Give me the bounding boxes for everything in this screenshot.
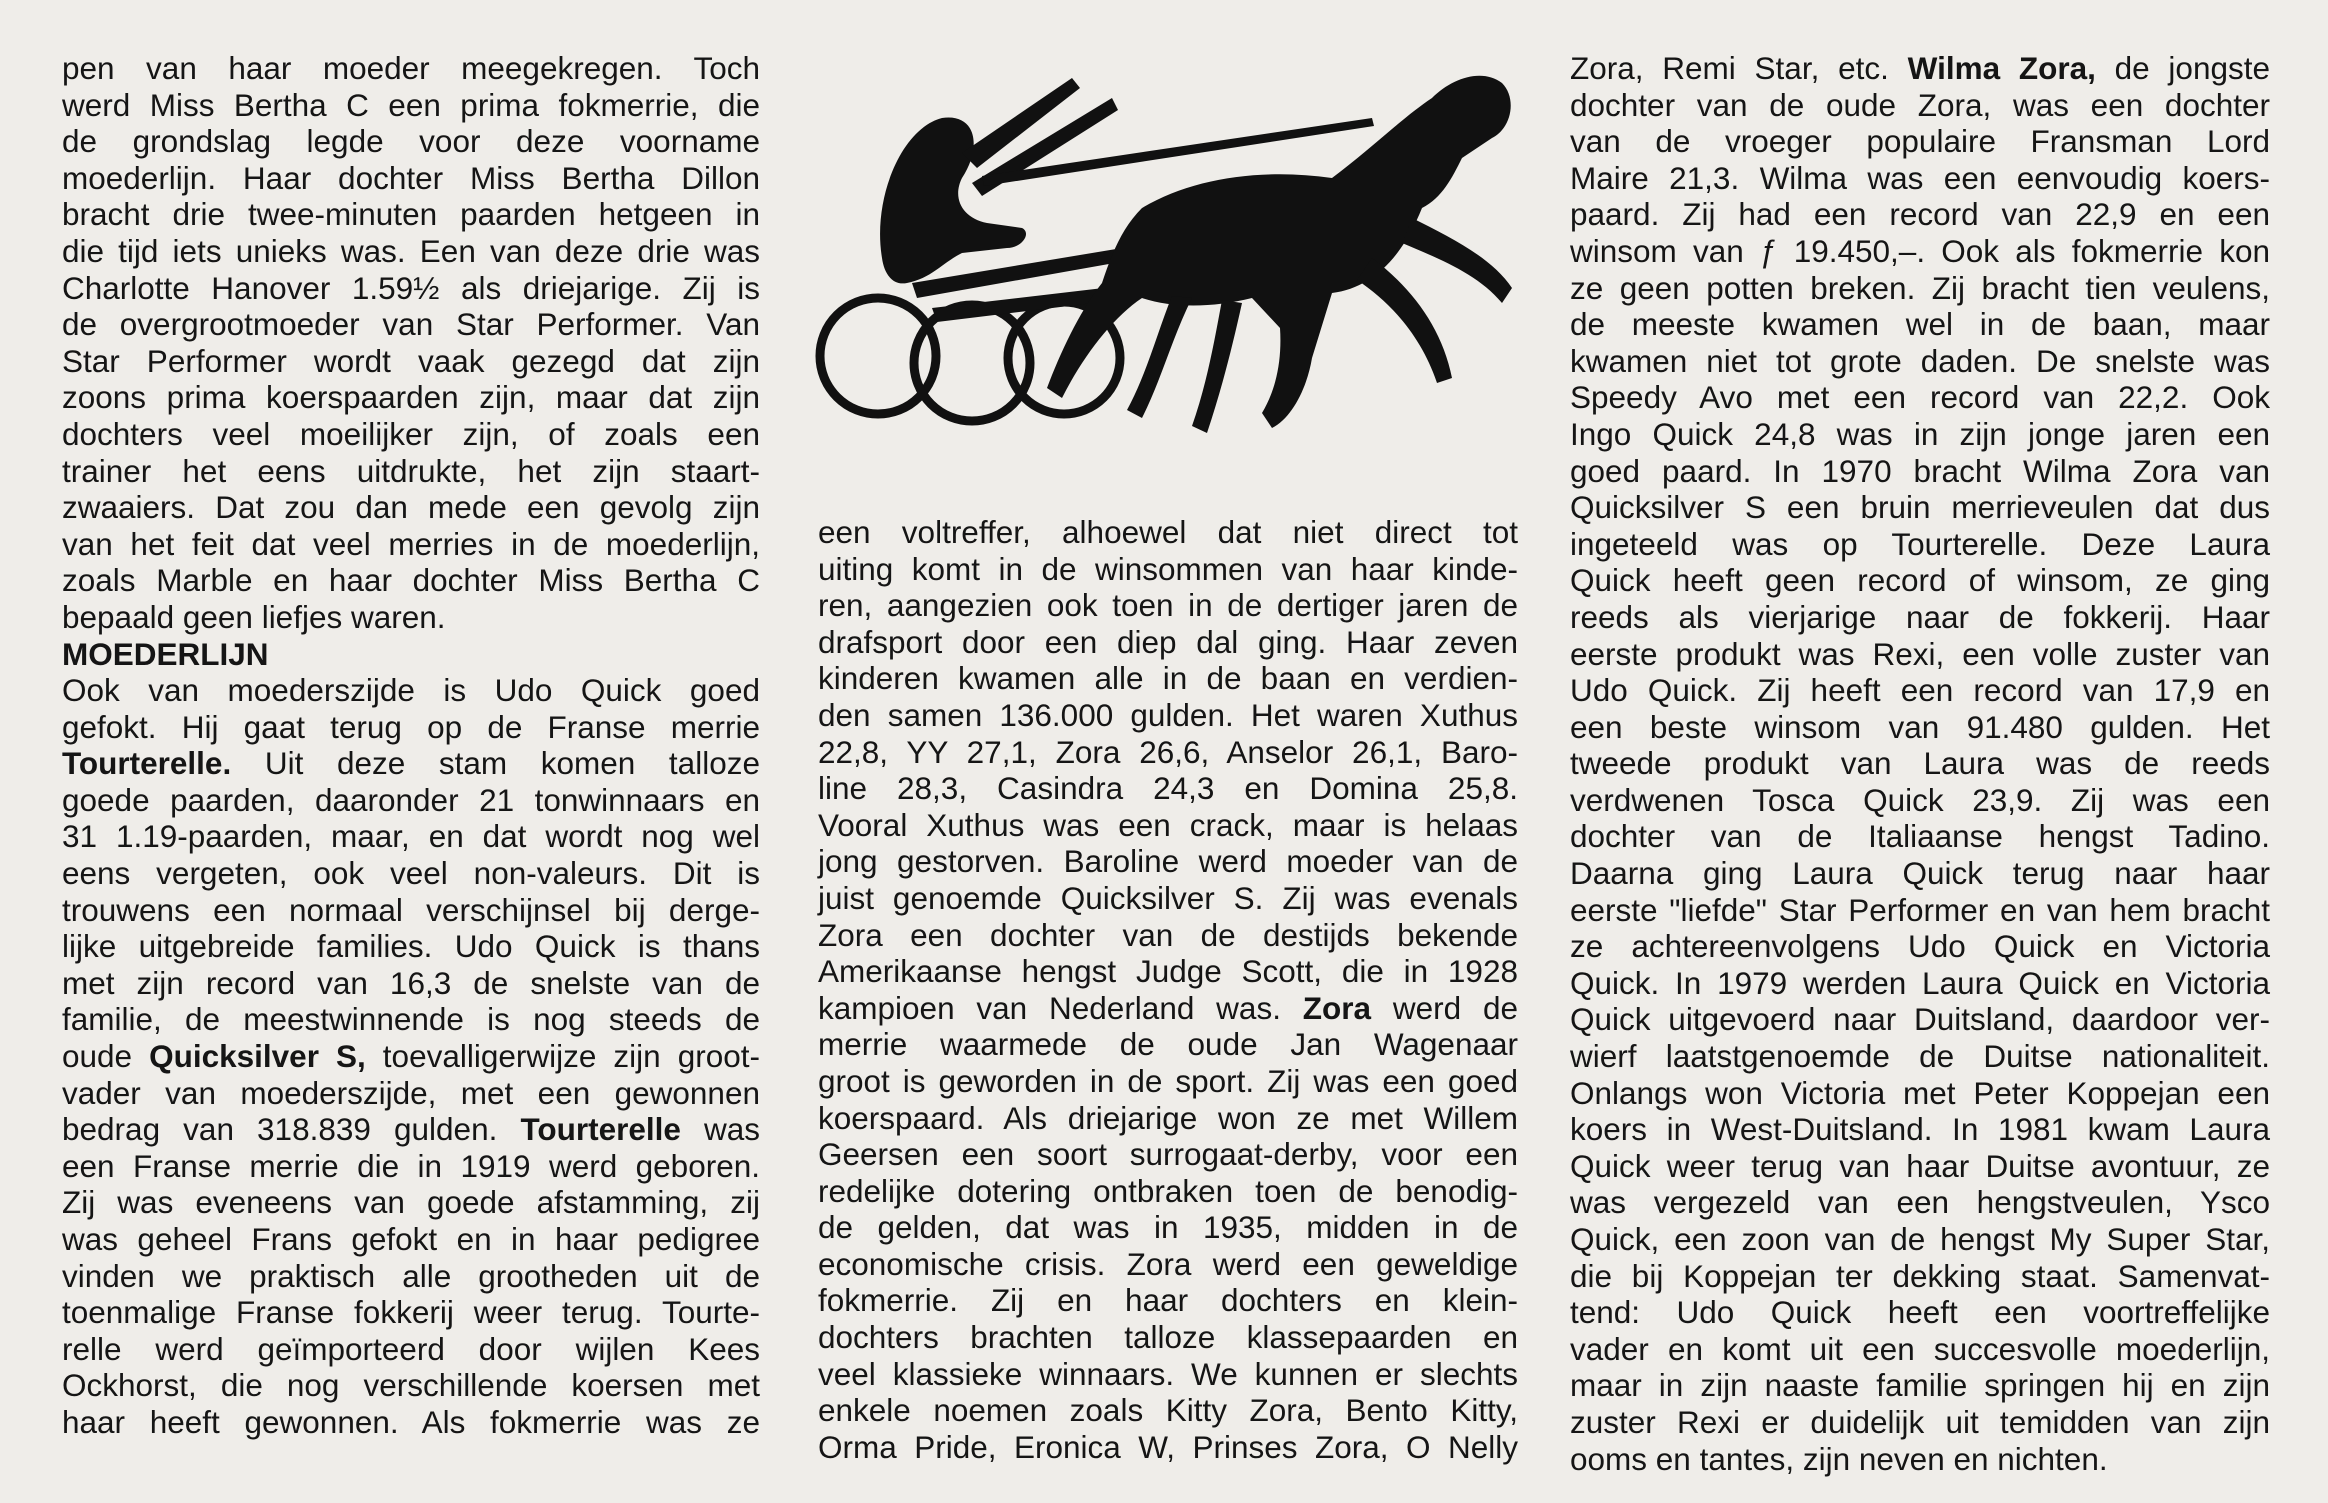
text-span: bedrag van 318.839 gulden.: [62, 1111, 521, 1148]
text-line: trouwens een normaal verschijnsel bij derge-: [62, 891, 760, 928]
text-line: zoons prima koerspaarden zijn, maar dat zijn: [62, 379, 760, 416]
text-line: dochters veel moeilijker zijn, of zoals een: [62, 415, 760, 452]
text-span: kampioen van Nederland was.: [818, 989, 1303, 1026]
text-line: eens vergeten, ook veel non-valeurs. Dit is: [62, 855, 760, 892]
text-line: Quick. In 1979 werden Laura Quick en Victoria: [1570, 964, 2270, 1001]
text-line: ooms en tantes, zijn neven en nichten.: [1570, 1440, 2108, 1477]
text-span: Zora, Remi Star, etc.: [1570, 50, 1908, 86]
text-line: gefokt. Hij gaat terug op de Franse merrie: [62, 708, 760, 745]
text-line: 22,8, YY 27,1, Zora 26,6, Anselor 26,1, Baro-: [818, 733, 1518, 770]
text-line: [62, 1111, 760, 1148]
bold-name: Wilma Zora,: [1907, 50, 2096, 86]
text-line: Amerikaanse hengst Judge Scott, die in 1928: [818, 953, 1518, 990]
text-line: goed paard. In 1970 bracht Wilma Zora van: [1570, 452, 2270, 489]
text-line: Ingo Quick 24,8 was in zijn jonge jaren een: [1570, 415, 2270, 452]
text-line: moederlijn. Haar dochter Miss Bertha Dillon: [62, 159, 760, 196]
text-line: reeds als vierjarige naar de fokkerij. Haar: [1570, 598, 2270, 635]
text-line: line 28,3, Casindra 24,3 en Domina 25,8.: [818, 770, 1518, 807]
text-line: die tijd iets unieks was. Een van deze drie was: [62, 232, 760, 269]
paragraph-moederlijn: [62, 672, 760, 1440]
text-line: [1570, 50, 2270, 87]
text-line: [818, 990, 1518, 1027]
text-line: pen van haar moeder meegekregen. Toch: [62, 50, 760, 86]
text-line: van de vroeger populaire Fransman Lord: [1570, 123, 2270, 160]
text-line: een Franse merrie die in 1919 werd geboren.: [62, 1147, 760, 1184]
text-line: den samen 136.000 gulden. Het waren Xuthus: [818, 696, 1518, 733]
text-line: lijke uitgebreide families. Udo Quick is thans: [62, 928, 760, 965]
text-line: familie, de meestwinnende is nog steeds de: [62, 1001, 760, 1038]
text-line: vader van moederszijde, met een gewonnen: [62, 1074, 760, 1111]
text-line: die bij Koppejan ter dekking staat. Samenvat-: [1570, 1257, 2270, 1294]
text-line: trainer het eens uitdrukte, het zijn staart-: [62, 452, 760, 489]
text-line: uiting komt in de winsommen van haar kinde-: [818, 550, 1518, 587]
text-line: veel klassieke winnaars. We kunnen er slechts: [818, 1355, 1518, 1392]
text-line: verdwenen Tosca Quick 23,9. Zij was een: [1570, 781, 2270, 818]
text-line: zwaaiers. Dat zou dan mede een gevolg zijn: [62, 489, 760, 526]
text-line: een voltreffer, alhoewel dat niet direct tot: [818, 514, 1518, 550]
text-line: relle werd geïmporteerd door wijlen Kees: [62, 1330, 760, 1367]
text-line: koers in West-Duitsland. In 1981 kwam Laura: [1570, 1111, 2270, 1148]
text-line: Quick, een zoon van de hengst My Super Star,: [1570, 1221, 2270, 1257]
text-line: ze achtereenvolgens Udo Quick en Victoria: [1570, 928, 2270, 965]
text-line: koerspaard. Als driejarige won ze met Willem: [818, 1099, 1518, 1136]
text-line: dochter van de Italiaanse hengst Tadino.: [1570, 818, 2270, 855]
text-line: winsom van ƒ 19.450,–. Ook als fokmerrie kon: [1570, 232, 2270, 269]
text-line: was vergezeld van een hengstveulen, Ysco: [1570, 1184, 2270, 1221]
text-line: haar heeft gewonnen. Als fokmerrie was ze: [62, 1403, 760, 1440]
text-line: zoals Marble en haar dochter Miss Bertha C: [62, 562, 760, 599]
text-line: Quick heeft geen record of winsom, ze ging: [1570, 562, 2270, 599]
text-line: een beste winsom van 91.480 gulden. Het: [1570, 708, 2270, 745]
text-line: groot is geworden in de sport. Zij was een goed: [818, 1062, 1518, 1099]
text-line: was geheel Frans gefokt en in haar pedigree: [62, 1221, 760, 1257]
text-line: wierf laatstgenoemde de Duitse nationaliteit.: [1570, 1038, 2270, 1075]
text-line: Quick weer terug van haar Duitse avontuur, ze: [1570, 1147, 2270, 1184]
text-span: werd de: [1371, 989, 1518, 1026]
text-line: Charlotte Hanover 1.59½ als driejarige. Zij is: [62, 269, 760, 306]
text-line: jong gestorven. Baroline werd moeder van de: [818, 843, 1518, 880]
text-line: Quicksilver S een bruin merrieveulen dat dus: [1570, 489, 2270, 526]
text-line: de overgrootmoeder van Star Performer. Van: [62, 306, 760, 343]
text-line: vader en komt uit een succesvolle moederlijn,: [1570, 1330, 2270, 1367]
text-line: werd Miss Bertha C een prima fokmerrie, die: [62, 86, 760, 123]
bold-name: Tourterelle.: [62, 745, 232, 782]
column-right: [1570, 50, 2270, 1477]
text-line: enkele noemen zoals Kitty Zora, Bento Kitty,: [818, 1392, 1518, 1429]
text-line: Star Performer wordt vaak gezegd dat zijn: [62, 342, 760, 379]
text-line: met zijn record van 16,3 de snelste van de: [62, 964, 760, 1001]
text-line: eerste produkt was Rexi, een volle zuster van: [1570, 635, 2270, 672]
bold-name: Tourterelle: [520, 1111, 681, 1148]
text-line: Maire 21,3. Wilma was een eenvoudig koers-: [1570, 159, 2270, 196]
text-line: de grondslag legde voor deze voorname: [62, 123, 760, 160]
text-line: Udo Quick. Zij heeft een record van 17,9 en: [1570, 672, 2270, 709]
text-line: Orma Pride, Eronica W, Prinses Zora, O Nelly: [818, 1428, 1518, 1465]
text-line: tweede produkt van Laura was de reeds: [1570, 745, 2270, 782]
text-line: redelijke dotering ontbraken toen de benodig-: [818, 1172, 1518, 1209]
text-line: tend: Udo Quick heeft een voortreffelijke: [1570, 1294, 2270, 1331]
horse-sulky-icon: [812, 58, 1526, 448]
text-line: dochter van de oude Zora, was een dochter: [1570, 86, 2270, 123]
text-line: ingeteeld was op Tourterelle. Deze Laura: [1570, 525, 2270, 562]
text-line: eerste "liefde" Star Performer en van hem bracht: [1570, 891, 2270, 928]
text-line: Vooral Xuthus was een crack, maar is helaas: [818, 806, 1518, 843]
bold-name: Zora: [1302, 989, 1372, 1026]
text-line: Daarna ging Laura Quick terug naar haar: [1570, 855, 2270, 892]
text-line: Geersen een soort surrogaat-derby, voor een: [818, 1136, 1518, 1173]
text-line: Onlangs won Victoria met Peter Koppejan een: [1570, 1074, 2270, 1111]
text-line: toenmalige Franse fokkerij weer terug. Tourte-: [62, 1294, 760, 1331]
text-span: de jongste: [2095, 50, 2271, 86]
paragraph-intro: [62, 50, 760, 636]
text-line: ren, aangezien ook toen in de dertiger jaren de: [818, 587, 1518, 624]
column-left: [62, 50, 760, 1441]
text-span: Uit deze stam komen talloze: [231, 745, 760, 782]
text-span: toevalligerwijze zijn groot-: [365, 1038, 761, 1075]
text-line: drafsport door een diep dal ging. Haar zeven: [818, 623, 1518, 660]
text-line: Quick uitgevoerd naar Duitsland, daardoor ver-: [1570, 1001, 2270, 1038]
text-line: Zora een dochter van de destijds bekende: [818, 916, 1518, 953]
text-line: kwamen niet tot grote daden. De snelste was: [1570, 342, 2270, 379]
text-line: [62, 745, 760, 782]
column-middle: [818, 514, 1518, 1465]
section-heading: MOEDERLIJN: [62, 635, 269, 672]
text-line: vinden we praktisch alle grootheden uit de: [62, 1257, 760, 1294]
text-line: juist genoemde Quicksilver S. Zij was evenals: [818, 879, 1518, 916]
text-line: bepaald geen liefjes waren.: [62, 598, 446, 635]
text-line: dochters brachten talloze klassepaarden en: [818, 1319, 1518, 1356]
text-line: van het feit dat veel merries in de moederlijn,: [62, 525, 760, 562]
text-line: fokmerrie. Zij en haar dochters en klein-: [818, 1282, 1518, 1319]
text-line: [62, 1038, 760, 1075]
text-line: Speedy Avo met een record van 22,2. Ook: [1570, 379, 2270, 416]
text-line: zuster Rexi er duidelijk uit temidden van zijn: [1570, 1403, 2270, 1440]
text-span: was: [680, 1111, 760, 1148]
text-line: de meeste kwamen wel in de baan, maar: [1570, 306, 2270, 343]
text-line: Ockhorst, die nog verschillende koersen met: [62, 1367, 760, 1404]
text-span: oude: [62, 1038, 150, 1075]
text-line: kinderen kwamen alle in de baan en verdien-: [818, 660, 1518, 697]
text-line: ze geen potten breken. Zij bracht tien veulens,: [1570, 269, 2270, 306]
text-line: paard. Zij had een record van 22,9 en een: [1570, 196, 2270, 233]
text-line: maar in zijn naaste familie springen hij en zijn: [1570, 1367, 2270, 1404]
text-line: economische crisis. Zora werd een geweldige: [818, 1245, 1518, 1282]
text-line: merrie waarmede de oude Jan Wagenaar: [818, 1026, 1518, 1063]
horse-sulky-illustration: [812, 58, 1526, 448]
text-line: goede paarden, daaronder 21 tonwinnaars en: [62, 781, 760, 818]
bold-name: Quicksilver S,: [149, 1038, 366, 1075]
text-line: Zij was eveneens van goede afstamming, zij: [62, 1184, 760, 1221]
text-line: de gelden, dat was in 1935, midden in de: [818, 1209, 1518, 1246]
text-line: bracht drie twee-minuten paarden hetgeen in: [62, 196, 760, 233]
text-line: 31 1.19-paarden, maar, en dat wordt nog wel: [62, 818, 760, 855]
text-line: Ook van moederszijde is Udo Quick goed: [62, 672, 760, 709]
